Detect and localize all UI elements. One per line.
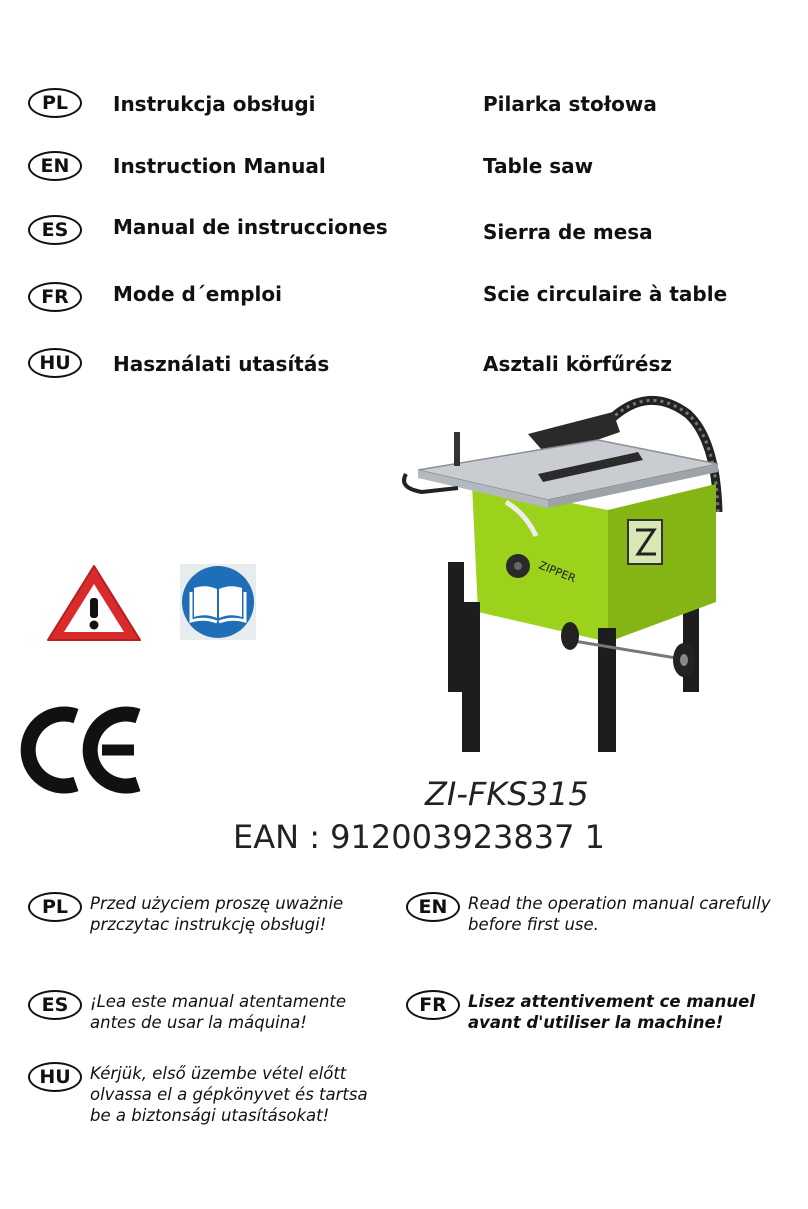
note-es xyxy=(90,991,346,1033)
manual-title-pl: Instrukcja obsługi xyxy=(113,92,316,116)
note-badge-es: ES xyxy=(28,990,82,1020)
note-pl-line-2: przczytac instrukcję obsługi! xyxy=(90,915,327,934)
product-title-es: Sierra de mesa xyxy=(483,220,653,244)
note-hu-line-3: be a biztonsági utasításokat! xyxy=(90,1106,330,1125)
ce-mark-icon xyxy=(18,706,148,794)
note-es-line-2: antes de usar la máquina! xyxy=(90,1013,307,1032)
note-badge-en: EN xyxy=(406,892,460,922)
table-saw-illustration xyxy=(398,392,728,752)
note-badge-fr: FR xyxy=(406,990,460,1020)
manual-title-es: Manual de instrucciones xyxy=(113,215,388,239)
note-fr xyxy=(468,991,755,1033)
note-en-line-1: Read the operation manual carefully xyxy=(468,894,771,913)
manual-title-hu: Használati utasítás xyxy=(113,352,330,376)
lang-badge-es: ES xyxy=(28,215,82,245)
product-title-pl: Pilarka stołowa xyxy=(483,92,657,116)
product-title-fr: Scie circulaire à table xyxy=(483,282,728,306)
note-badge-hu: HU xyxy=(28,1062,82,1092)
note-en-line-2: before first use. xyxy=(468,915,599,934)
manual-title-en: Instruction Manual xyxy=(113,154,326,178)
note-badge-pl: PL xyxy=(28,892,82,922)
note-hu xyxy=(90,1063,368,1126)
note-fr-line-1: Lisez attentivement ce manuel xyxy=(468,992,756,1011)
lang-badge-hu: HU xyxy=(28,348,82,378)
note-en xyxy=(468,893,771,935)
note-hu-line-2: olvassa el a gépkönyvet és tartsa xyxy=(90,1085,368,1104)
read-manual-icon xyxy=(180,564,256,640)
ean-code: EAN : 912003923837 1 xyxy=(233,818,606,856)
note-pl-line-1: Przed użyciem proszę uważnie xyxy=(90,894,344,913)
lang-badge-pl: PL xyxy=(28,88,82,118)
note-es-line-1: ¡Lea este manual atentamente xyxy=(90,992,347,1011)
product-title-hu: Asztali körfűrész xyxy=(483,352,673,376)
product-title-en: Table saw xyxy=(483,154,594,178)
lang-badge-fr: FR xyxy=(28,282,82,312)
note-fr-line-2: avant d'utiliser la machine! xyxy=(468,1013,724,1032)
manual-title-fr: Mode d´emploi xyxy=(113,282,282,306)
lang-badge-en: EN xyxy=(28,151,82,181)
model-number: ZI-FKS315 xyxy=(425,775,589,813)
note-pl xyxy=(90,893,343,935)
brand-label: ZIPPER xyxy=(536,558,578,586)
warning-triangle-icon xyxy=(44,562,144,644)
note-hu-line-1: Kérjük, első üzembe vétel előtt xyxy=(90,1064,347,1083)
